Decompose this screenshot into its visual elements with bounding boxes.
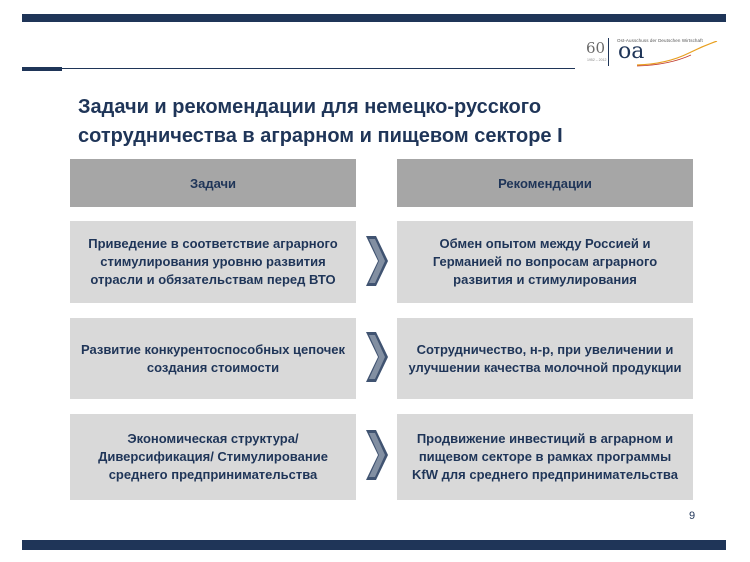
- recommendation-text-2: Сотрудничество, н-р, при увеличении и улучшении качества молочной продукции: [408, 341, 682, 375]
- task-text-2: Развитие конкурентоспособных цепочек создания стоимости: [80, 341, 346, 375]
- page-number: 9: [689, 510, 696, 522]
- bottom-bar: [22, 540, 726, 550]
- logo-tagline: Ost-Ausschuss der Deutschen Wirtschaft: [617, 38, 703, 43]
- recommendation-text-1: Обмен опытом между Россией и Германией по вопросам аграрного развития и стимулирования: [432, 236, 658, 287]
- task-text-3: Экономическая структура/Диверсификация/ Стимулирование среднего предпринимательства: [98, 431, 328, 482]
- task-cell-3: [70, 414, 356, 500]
- page-title: [78, 93, 638, 151]
- recommendations-column-header: Рекомендации: [397, 159, 693, 207]
- tasks-column-header: Задачи: [70, 159, 356, 207]
- task-cell-2: [70, 318, 356, 399]
- logo-arc-icon: [627, 41, 719, 67]
- header-accent: [22, 67, 62, 71]
- page-title-line-1: Задачи и рекомендации для немецко-русского: [78, 96, 542, 118]
- recommendation-text-3: Продвижение инвестиций в аграрном и пищевом секторе в рамках программы KfW для среднего предпринимательства: [412, 431, 678, 482]
- chevron-right-icon: [364, 428, 390, 482]
- recommendation-cell-2: [397, 318, 693, 399]
- logo-years: 1952 – 2012: [587, 58, 607, 62]
- header-rule: [22, 68, 575, 69]
- chevron-right-icon: [364, 330, 390, 384]
- logo-brand: oa: [618, 39, 645, 64]
- top-bar: [22, 14, 726, 22]
- page-title-line-2: сотрудничества в аграрном и пищевом секторе I: [78, 125, 563, 147]
- logo-anniversary: 60: [586, 39, 606, 57]
- task-cell-1: [70, 221, 356, 303]
- recommendation-cell-1: [397, 221, 693, 303]
- logo-divider: [608, 38, 609, 66]
- recommendation-cell-3: [397, 414, 693, 500]
- task-text-1: Приведение в соответствие аграрного стимулирования уровню развития отрасли и обязательствам перед ВТО: [88, 236, 338, 287]
- chevron-right-icon: [364, 234, 390, 288]
